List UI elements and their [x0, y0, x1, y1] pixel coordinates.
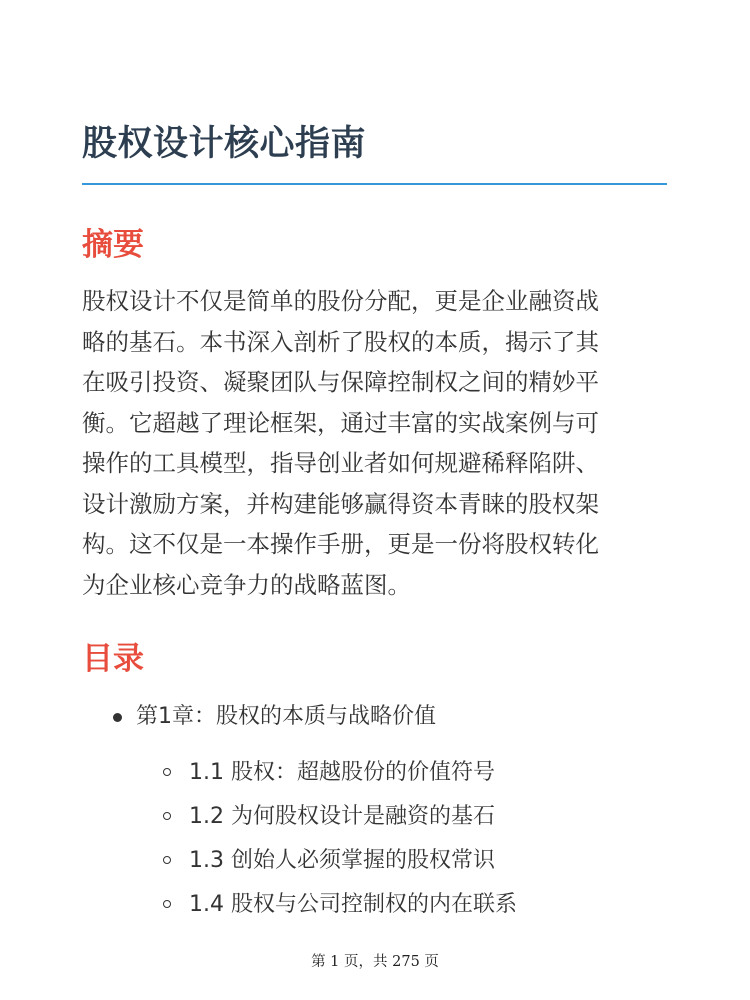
document-title: 股权设计核心指南 [82, 124, 367, 164]
toc-section-item [189, 757, 495, 789]
toc-section-item [189, 889, 517, 921]
toc-section-label: 1.2 为何股权设计是融资的基石 [189, 804, 495, 829]
toc-section-label: 1.3 创始人必须掌握的股权常识 [189, 848, 495, 873]
title-divider [82, 183, 667, 185]
page-number-footer: 第 1 页，共 275 页 [311, 954, 439, 970]
bullet-disc-icon [113, 713, 122, 722]
bullet-circle-icon [163, 900, 171, 908]
toc-heading: 目录 [82, 641, 144, 677]
summary-paragraph: 股权设计不仅是简单的股份分配，更是企业融资战 略的基石。本书深入剖析了股权的本质，揭示了其 在吸引投资、凝聚团队与保障控制权之间的精妙平 衡。它超越了理论框架，通过丰富的实战案例与可 操作的工具模型，指导创业者如何规避稀释陷阱、 设计激励方案，并构建能够赢得资本青睐的股权架 构。这不仅是一本操作手册，更是一份将股权转化 为企业核心竞争力的战略蓝图。 [82, 287, 599, 599]
bullet-circle-icon [163, 768, 171, 776]
toc-section-item [189, 845, 495, 877]
toc-section-item [189, 801, 495, 833]
toc-section-label: 1.1 股权：超越股份的价值符号 [189, 760, 495, 785]
toc-section-label: 1.4 股权与公司控制权的内在联系 [189, 892, 517, 917]
bullet-circle-icon [163, 812, 171, 820]
bullet-circle-icon [163, 856, 171, 864]
summary-heading: 摘要 [82, 227, 144, 263]
toc-chapter-1 [136, 701, 436, 733]
toc-chapter-label: 第1章：股权的本质与战略价值 [136, 704, 436, 729]
